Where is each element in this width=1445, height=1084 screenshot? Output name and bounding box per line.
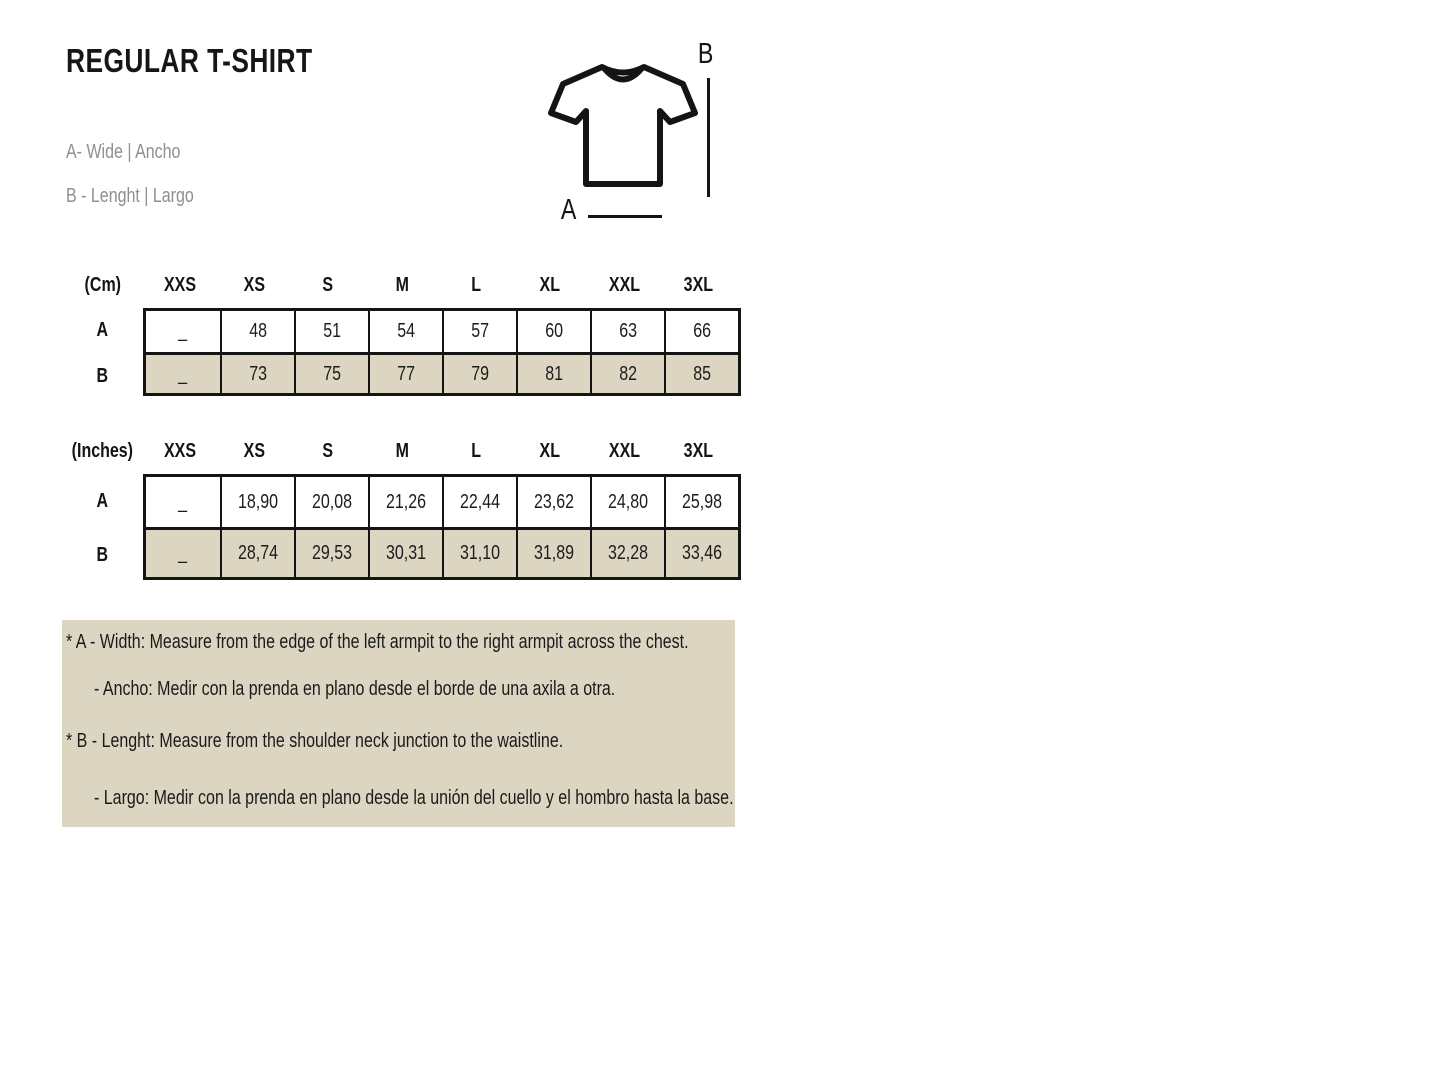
size-cell: 82 <box>590 352 664 393</box>
note-length-es: - Largo: Medir con la prenda en plano desde la unión del cuello y el hombro hasta la base. <box>94 787 734 809</box>
row-label-b: B <box>96 364 109 387</box>
size-col-header-3xl: 3XL <box>683 440 713 462</box>
width-measure-line <box>588 215 662 218</box>
size-col-header-l: L <box>471 274 481 296</box>
size-cell: 79 <box>442 352 516 393</box>
size-cell: 20,08 <box>294 477 368 527</box>
size-cell: 51 <box>294 311 368 352</box>
note-width-en: * A - Width: Measure from the edge of the left armpit to the right armpit across the chest. <box>66 631 689 653</box>
t-shirt-outline-icon <box>548 58 698 200</box>
size-cell: 48 <box>220 311 294 352</box>
size-cell: 32,28 <box>590 527 664 577</box>
size-col-header-xxl: XXL <box>608 440 640 462</box>
unit-label-inches: (Inches) <box>71 440 134 462</box>
size-cell: 24,80 <box>590 477 664 527</box>
note-length-en: * B - Lenght: Measure from the shoulder neck junction to the waistline. <box>66 730 564 752</box>
size-cell: 18,90 <box>220 477 294 527</box>
size-cell: 60 <box>516 311 590 352</box>
size-cell: 75 <box>294 352 368 393</box>
size-chart-inches-header <box>62 440 735 462</box>
row-label-a: A <box>96 489 109 512</box>
size-col-header-xl: XL <box>539 274 561 296</box>
size-chart-inches <box>143 474 741 580</box>
size-cell: _ <box>146 311 220 352</box>
size-cell: 31,10 <box>442 527 516 577</box>
size-cell: _ <box>146 352 220 393</box>
row-label-a: A <box>96 319 109 342</box>
note-width-es: - Ancho: Medir con la prenda en plano desde el borde de una axila a otra. <box>94 678 616 700</box>
size-cell: 30,31 <box>368 527 442 577</box>
size-col-header-s: S <box>322 274 334 296</box>
row-label-b: B <box>96 544 109 567</box>
size-cell: _ <box>146 527 220 577</box>
legend-width: A- Wide | Ancho <box>66 141 181 163</box>
size-col-header-m: M <box>395 274 409 296</box>
size-col-header-s: S <box>322 440 334 462</box>
size-cell: _ <box>146 477 220 527</box>
size-cell: 81 <box>516 352 590 393</box>
size-chart-cm-header <box>62 274 735 296</box>
measurement-notes-panel <box>62 620 735 827</box>
size-cell: 63 <box>590 311 664 352</box>
size-cell: 85 <box>664 352 738 393</box>
size-cell: 31,89 <box>516 527 590 577</box>
size-cell: 29,53 <box>294 527 368 577</box>
page-title: REGULAR T-SHIRT <box>66 42 313 79</box>
size-cell: 77 <box>368 352 442 393</box>
size-col-header-xxl: XXL <box>608 274 640 296</box>
size-col-header-xs: XS <box>243 440 265 462</box>
size-col-header-3xl: 3XL <box>683 274 713 296</box>
length-measure-line <box>707 78 710 197</box>
size-col-header-xxs: XXS <box>163 440 197 462</box>
size-col-header-l: L <box>471 440 481 462</box>
size-cell: 73 <box>220 352 294 393</box>
size-chart-inches-row-labels <box>62 474 143 583</box>
size-chart-cm-row-labels <box>62 308 143 399</box>
unit-label-cm: (Cm) <box>84 274 121 296</box>
size-cell: 25,98 <box>664 477 738 527</box>
length-marker-label: B <box>697 38 714 70</box>
size-col-header-xl: XL <box>539 440 561 462</box>
size-cell: 21,26 <box>368 477 442 527</box>
width-marker-label: A <box>560 194 577 226</box>
size-cell: 28,74 <box>220 527 294 577</box>
size-cell: 66 <box>664 311 738 352</box>
size-chart-cm <box>143 308 741 396</box>
size-col-header-xxs: XXS <box>163 274 197 296</box>
size-cell: 22,44 <box>442 477 516 527</box>
size-cell: 23,62 <box>516 477 590 527</box>
size-cell: 57 <box>442 311 516 352</box>
legend-length: B - Lenght | Largo <box>66 185 194 207</box>
size-cell: 54 <box>368 311 442 352</box>
size-col-header-m: M <box>395 440 409 462</box>
size-cell: 33,46 <box>664 527 738 577</box>
size-col-header-xs: XS <box>243 274 265 296</box>
